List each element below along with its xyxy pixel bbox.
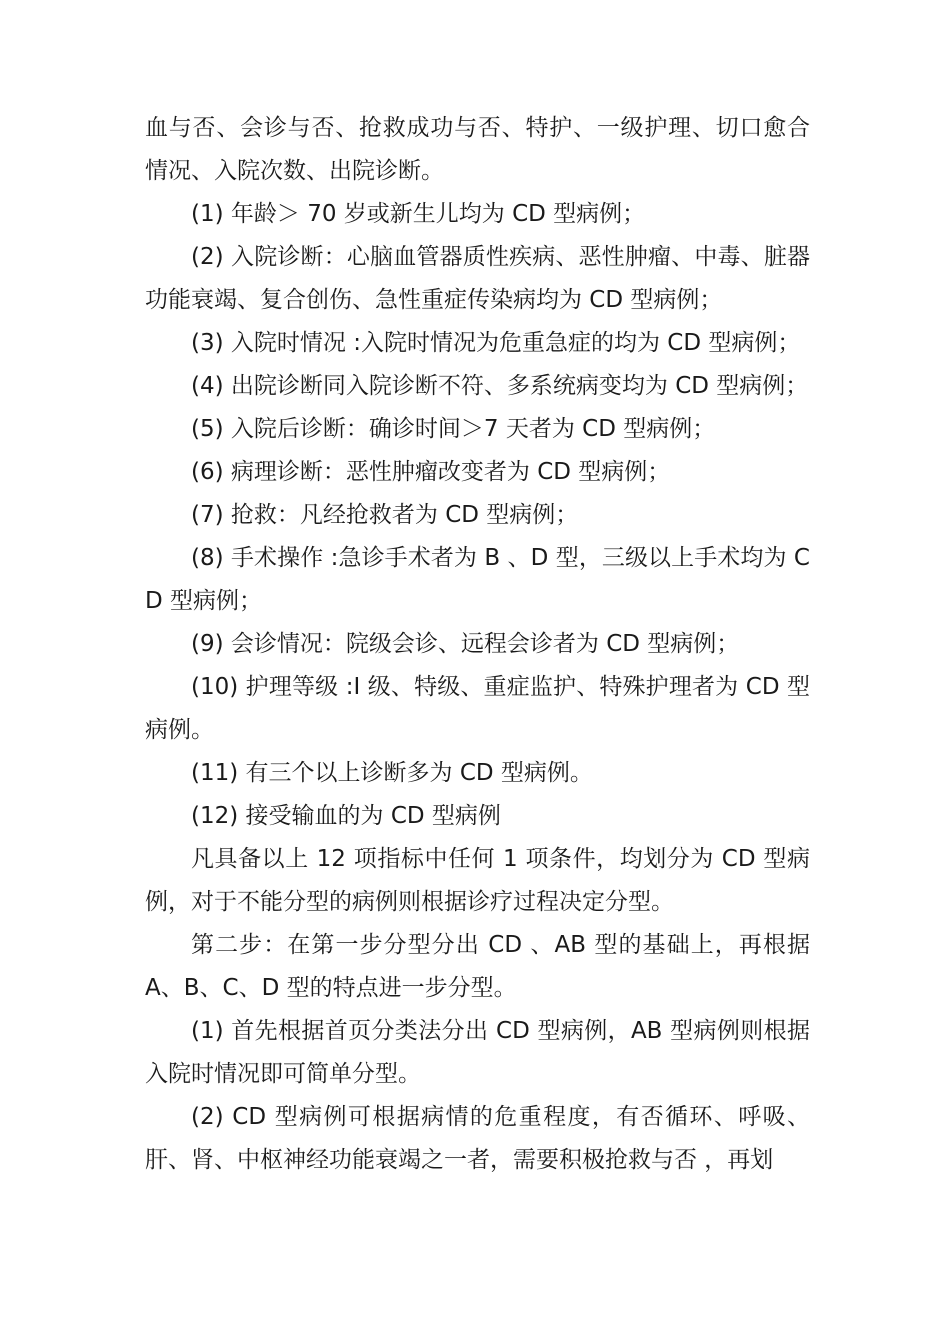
paragraph-item-10: (10) 护理等级 :I 级、特级、重症监护、特殊护理者为 CD 型病例。 [145, 674, 810, 743]
paragraph-item-3: (3) 入院时情况 :入院时情况为危重急症的均为 CD 型病例； [191, 330, 801, 356]
paragraph-item-5: (5) 入院后诊断：确诊时间＞7 天者为 CD 型病例； [191, 416, 716, 442]
paragraph-item-9: (9) 会诊情况：院级会诊、远程会诊者为 CD 型病例； [191, 631, 740, 657]
paragraph-summary: 凡具备以上 12 项指标中任何 1 项条件，均划分为 CD 型病例，对于不能分型的病例则根据诊疗过程决定分型。 [145, 846, 810, 915]
paragraph-item-11: (11) 有三个以上诊断多为 CD 型病例。 [191, 760, 593, 786]
paragraph-item-2: (2) 入院诊断：心脑血管器质性疾病、恶性肿瘤、中毒、脏器功能衰竭、复合创伤、急性重症传染病均为 CD 型病例； [145, 244, 810, 313]
paragraph-item-1: (1) 年龄＞ 70 岁或新生儿均为 CD 型病例； [191, 201, 646, 227]
paragraph-item-4: (4) 出院诊断同入院诊断不符、多系统病变均为 CD 型病例； [191, 373, 809, 399]
paragraph-item-6: (6) 病理诊断：恶性肿瘤改变者为 CD 型病例； [191, 459, 671, 485]
document-body [145, 107, 810, 1182]
paragraph-item-8: (8) 手术操作 :急诊手术者为 B 、D 型，三级以上手术均为 CD 型病例； [145, 545, 810, 614]
paragraph-step-two-item-2: (2) CD 型病例可根据病情的危重程度，有否循环、呼吸、肝、肾、中枢神经功能衰竭之一者，需要积极抢救与否 ，再划 [145, 1104, 810, 1173]
paragraph-item-12: (12) 接受输血的为 CD 型病例 [191, 803, 501, 829]
paragraph-step-two-item-1: (1) 首先根据首页分类法分出 CD 型病例，AB 型病例则根据入院时情况即可简单分型。 [145, 1018, 810, 1087]
paragraph-step-two: 第二步：在第一步分型分出 CD 、AB 型的基础上，再根据 A、B、C、D 型的特点进一步分型。 [145, 932, 810, 1001]
paragraph-continuation: 血与否、会诊与否、抢救成功与否、特护、一级护理、切口愈合情况、入院次数、出院诊断。 [145, 115, 810, 184]
paragraph-item-7: (7) 抢救：凡经抢救者为 CD 型病例； [191, 502, 579, 528]
